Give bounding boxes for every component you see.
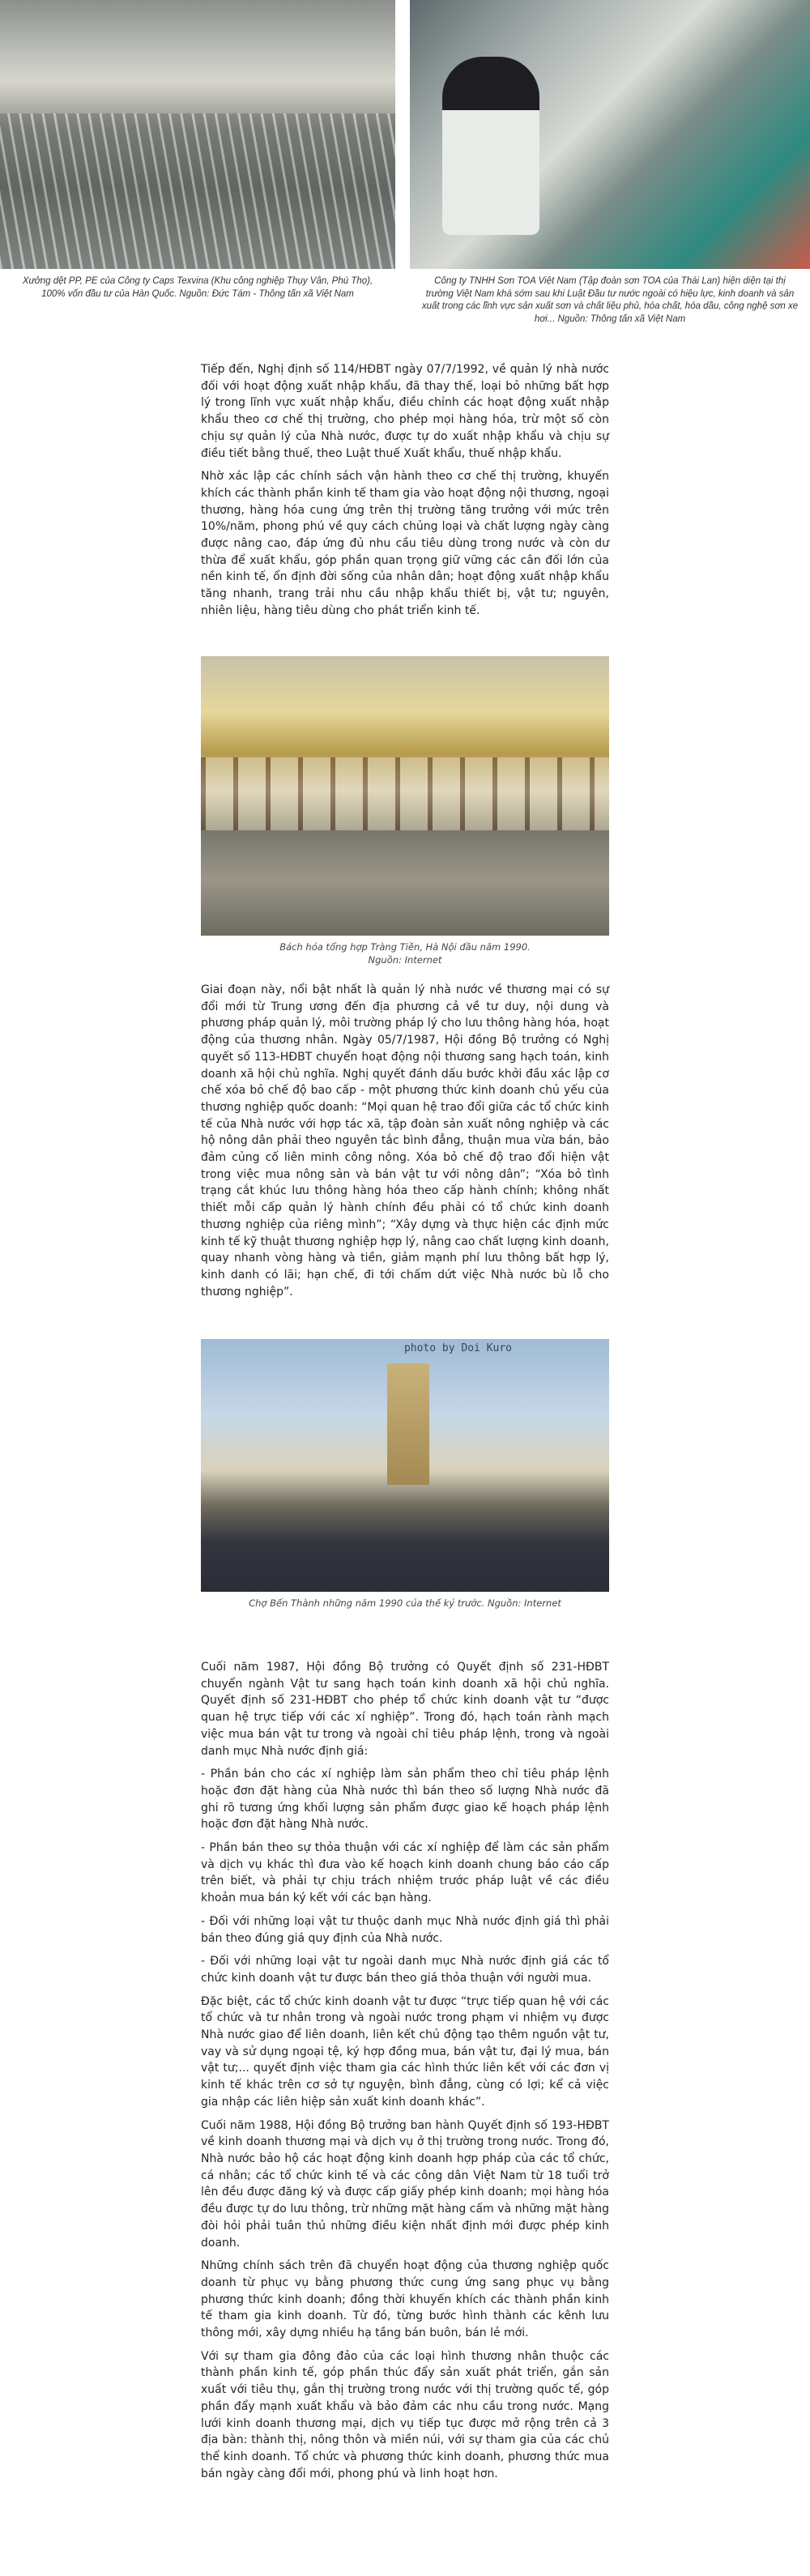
article-section-2 (201, 982, 609, 1307)
paragraph: Những chính sách trên đã chuyển hoạt động của thương nghiệp quốc doanh từ phục vụ bằng phương thức cung ứng sang phục vụ bằng phương thức kinh doanh; đồng thời khuyến khích các thành phần kinh tế tham gia kinh doanh. Từ đó, từng bước hình thành các kênh lưu thông mới, xây dựng nhiều hạ tầng bán buôn, bán lẻ mới. (201, 2259, 609, 2340)
article-section-1 (201, 361, 609, 626)
paragraph: - Đối với những loại vật tư ngoài danh mục Nhà nước định giá các tổ chức kinh doanh vật tư được bán theo giá thỏa thuận với người mua. (201, 1955, 609, 1985)
photo-watermark: photo by Doi Kuro (403, 1342, 512, 1354)
paragraph: - Đối với những loại vật tư thuộc danh mục Nhà nước định giá thì phải bán theo đúng giá quy định của Nhà nước. (201, 1914, 609, 1945)
ben-thanh-market-photo (201, 1339, 609, 1592)
figure-caption (201, 936, 609, 966)
figure-textile-factory (0, 0, 395, 301)
paragraph: - Phần bán cho các xí nghiệp làm sản phẩm theo chỉ tiêu pháp lệnh hoặc đơn đặt hàng của Nhà nước thì bán theo số lượng Nhà nước đã ghi rõ tương ứng khối lượng sản phẩm được giao kế hoạch pháp lệnh hoặc đơn đặt hàng Nhà nước. (201, 1768, 609, 1832)
paragraph: Cuối năm 1987, Hội đồng Bộ trưởng có Quyết định số 231-HĐBT chuyển ngành Vật tư sang hạch toán kinh doanh xã hội chủ nghĩa. Quyết định số 231-HĐBT cho phép tổ chức kinh doanh vật tư “được quan hệ trực tiếp với các xí nghiệp”. Trong đó, hạch toán rành mạch việc mua bán vật tư trong và ngoài chỉ tiêu pháp lệnh, trong và ngoài danh mục Nhà nước định giá: (201, 1661, 609, 1758)
paragraph: Tiếp đến, Nghị định số 114/HĐBT ngày 07/7/1992, về quản lý nhà nước đối với hoạt động xuất nhập khẩu, đã thay thế, loại bỏ những bất hợp lý trong lĩnh vực xuất nhập khẩu, điều chỉnh các hoạt động xuất nhập khẩu theo cơ chế thị trường, cho phép mọi hàng hóa, trừ một số còn chịu sự quản lý của Nhà nước, được tự do xuất nhập khẩu và chịu sự điều tiết bằng thuế, theo Luật thuế Xuất khẩu, thuế nhập khẩu. (201, 363, 609, 460)
top-figures (0, 0, 810, 340)
figure-caption: Chợ Bến Thành những năm 1990 của thế kỷ trước. Nguồn: Internet (249, 1597, 561, 1609)
textile-factory-photo (0, 0, 395, 269)
paragraph: Với sự tham gia đông đảo của các loại hình thương nhân thuộc các thành phần kinh tế, góp phần thúc đẩy sản xuất phát triển, gắn sản xuất với tiêu thụ, gắn thị trường trong nước với thị trường quốc tế, góp phần đẩy mạnh xuất khẩu và bảo đảm các nhu cầu trong nước. Mạng lưới kinh doanh thương mại, dịch vụ tiếp tục được mở rộng trên cả 3 địa bàn: thành thị, nông thôn và miền núi, với sự tham gia của các chủ thể kinh doanh. Tổ chức và phương thức kinh doanh, phương thức mua bán ngày càng đổi mới, phong phú và linh hoạt hơn. (201, 2349, 609, 2480)
article-section-3 (201, 1659, 609, 2489)
figure-ben-thanh (201, 1339, 609, 1610)
paragraph: Giai đoạn này, nổi bật nhất là quản lý nhà nước về thương mại có sự đổi mới từ Trung ương đến địa phương cả về tư duy, nội dung và phương pháp quản lý, môi trường pháp lý cho lưu thông hàng hóa, hoạt động của thương nhân. Ngày 05/7/1987, Hội đồng Bộ trưởng có Nghị quyết số 113-HĐBT chuyển hoạt động nội thương sang hạch toán, kinh doanh xã hội chủ nghĩa. Nghị quyết đánh dấu bước khởi đầu xác lập cơ chế xóa bỏ chế độ bao cấp - một phương thức kinh doanh chủ yếu của thương nghiệp quốc doanh: “Mọi quan hệ trao đổi giữa các tổ chức kinh tế của Nhà nước với hợp tác xã, tập đoàn sản xuất nông nghiệp và các hộ nông dân phải theo nguyên tắc bình đẳng, thuận mua vừa bán, bảo đảm củng cố liên minh công nông. Xóa bỏ chế độ trao đổi hiện vật trong việc mua nông sản và bán vật tư với nông dân”; “Xóa bỏ tình trạng cắt khúc lưu thông hàng hóa theo cấp hành chính; không nhất thiết mỗi cấp quản lý hành chính đều phải có tổ chức kinh doanh thương nghiệp của riêng mình”; “Xây dựng và thực hiện các định mức kinh tế kỹ thuật thương nghiệp hợp lý, nâng cao chất lượng kinh doanh, quay nhanh vòng hàng và tiền, giảm mạnh phí lưu thông bất hợp lý, kinh danh có lãi; hạn chế, đi tới chấm dứt việc Nhà nước bù lỗ cho thương nghiệp”. (201, 983, 609, 1299)
paragraph: - Phần bán theo sự thỏa thuận với các xí nghiệp để làm các sản phẩm và dịch vụ khác thì đưa vào kế hoạch kinh doanh chung báo cáo cấp trên biết, và phải tự chịu trách nhiệm trước pháp luật về các điều khoản mua bán ký kết với các bạn hàng. (201, 1841, 609, 1905)
caption-line: Bách hóa tổng hợp Tràng Tiền, Hà Nội đầu năm 1990. (279, 941, 531, 953)
figure-paint-lab (410, 0, 810, 326)
figure-caption: Công ty TNHH Sơn TOA Việt Nam (Tập đoàn sơn TOA của Thái Lan) hiện diện tại thị trường Việt Nam khá sớm sau khi Luật Đầu tư nước ngoài có hiệu lực, kinh doanh và sản xuất trong các lĩnh vực sản xuất sơn và chất liệu phủ, hóa chất, hóa dầu, công nghệ sơn xe hơi... Nguồn: Thông tấn xã Việt Nam (421, 276, 799, 324)
trang-tien-department-store-photo (201, 656, 609, 936)
paragraph: Nhờ xác lập các chính sách vận hành theo cơ chế thị trường, khuyến khích các thành phần kinh tế tham gia vào hoạt động nội thương, ngoại thương, hàng hóa cung ứng trên thị trường tăng trưởng với mức trên 10%/năm, phong phú về quy cách chủng loại và chất lượng ngày càng được nâng cao, đáp ứng đủ nhu cầu tiêu dùng trong nước và còn dư thừa để xuất khẩu, góp phần quan trọng giữ vững các cân đối lớn của nền kinh tế, ổn định đời sống của nhân dân; hoạt động xuất nhập khẩu tăng nhanh, trang trải nhu cầu nhập khẩu thiết bị, vật tư; nguyên, nhiên liệu, hàng tiêu dùng cho phát triển kinh tế. (201, 470, 609, 617)
figure-trang-tien (201, 656, 609, 966)
paragraph: Đặc biệt, các tổ chức kinh doanh vật tư được “trực tiếp quan hệ với các tổ chức và tư nhân trong và ngoài nước trong phạm vi nhiệm vụ được Nhà nước giao để liên doanh, liên kết chủ động tạo thêm nguồn vật tư, vay và sử dụng ngoại tệ, ký hợp đồng mua, bán vật tư, đại lý mua, bán vật tư;... quyết định việc tham gia các hình thức liên kết với các đơn vị kinh tế khác trên cơ sở tự nguyện, bình đẳng, cùng có lợi; kể cả việc gia nhập các liên hiệp sản xuất kinh doanh khác”. (201, 1994, 609, 2109)
paint-lab-photo (410, 0, 810, 269)
paragraph: Cuối năm 1988, Hội đồng Bộ trưởng ban hành Quyết định số 193-HĐBT về kinh doanh thương mại và dịch vụ ở thị trường trong nước. Trong đó, Nhà nước bảo hộ các hoạt động kinh doanh hợp pháp của các tổ chức, cá nhân; các tổ chức kinh tế và các công dân Việt Nam từ 18 tuổi trở lên đều được đăng ký và được cấp giấy phép kinh doanh; mọi hàng hóa đều được tự do lưu thông, trừ những mặt hàng cấm và những mặt hàng đòi hỏi phải tuân thủ những điều kiện nhất định mới được phép kinh doanh. (201, 2118, 609, 2250)
figure-caption: Xưởng dệt PP, PE của Công ty Caps Texvina (Khu công nghiệp Thụy Vân, Phú Thọ), 100% vốn đầu tư của Hàn Quốc. Nguồn: Đức Tám - Thông tấn xã Việt Nam (22, 276, 373, 299)
caption-line: Nguồn: Internet (368, 953, 442, 966)
